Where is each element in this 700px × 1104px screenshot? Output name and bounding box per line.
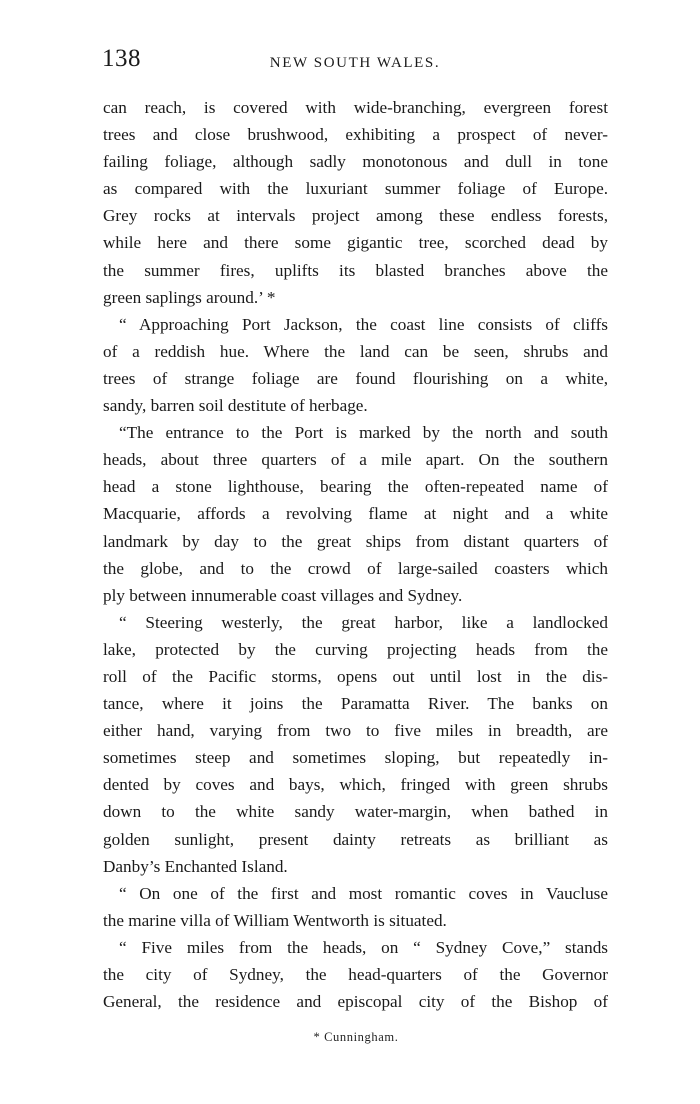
text-line: “ On one of the first and most romantic coves in Vaucluse <box>119 883 608 903</box>
text-line: trees and close brushwood, exhibiting a prospect of never- <box>103 125 608 145</box>
text-line: down to the white sandy water-margin, when bathed in <box>103 802 608 822</box>
text-line: “ Steering westerly, the great harbor, like a landlocked <box>119 612 608 632</box>
text-line: ply between innumerable coast villages and Sydney. <box>103 585 463 605</box>
text-line: “ Approaching Port Jackson, the coast line consists of cliffs <box>119 314 608 334</box>
text-line: dented by coves and bays, which, fringed with green shrubs <box>103 775 608 795</box>
text-line: trees of strange foliage are found flourishing on a white, <box>103 368 608 388</box>
text-line: the city of Sydney, the head-quarters of the Governor <box>103 965 608 984</box>
text-line: sometimes steep and sometimes sloping, but repeatedly in- <box>103 748 608 768</box>
page-number: 138 <box>102 45 141 72</box>
text-line: roll of the Pacific storms, opens out until lost in the dis- <box>103 666 608 686</box>
text-line: failing foliage, although sadly monotonous and dull in tone <box>103 152 608 172</box>
text-line: green saplings around.’ * <box>103 287 276 307</box>
running-head: NEW SOUTH WALES. <box>269 55 441 71</box>
text-line: the globe, and to the crowd of large-sailed coasters which <box>103 558 608 578</box>
text-line: General, the residence and episcopal city of the Bishop of <box>103 992 608 1012</box>
text-line: can reach, is covered with wide-branching, evergreen forest <box>103 98 608 117</box>
text-line: tance, where it joins the Paramatta River. The banks on <box>103 694 608 714</box>
text-line: lake, protected by the curving projecting heads from the <box>103 639 608 659</box>
text-line: golden sunlight, present dainty retreats as brilliant as <box>103 829 608 849</box>
text-line: landmark by day to the great ships from distant quarters of <box>103 531 608 551</box>
text-line: head a stone lighthouse, bearing the often-repeated name of <box>103 477 608 497</box>
footnote: * Cunningham. <box>313 1030 399 1044</box>
text-line: the marine villa of William Wentworth is situated. <box>103 910 447 930</box>
body-text <box>103 94 608 1015</box>
text-line: heads, about three quarters of a mile apart. On the southern <box>103 450 608 470</box>
text-line: Danby’s Enchanted Island. <box>103 856 288 876</box>
text-line: as compared with the luxuriant summer foliage of Europe. <box>103 179 608 199</box>
text-line: either hand, varying from two to five miles in breadth, are <box>103 721 608 741</box>
text-line: the summer fires, uplifts its blasted branches above the <box>103 260 608 280</box>
text-line: “The entrance to the Port is marked by the north and south <box>119 423 608 443</box>
text-line: sandy, barren soil destitute of herbage. <box>103 396 368 416</box>
text-line: of a reddish hue. Where the land can be seen, shrubs and <box>103 341 608 361</box>
text-line: while here and there some gigantic tree, scorched dead by <box>103 233 608 253</box>
text-line: Macquarie, affords a revolving flame at night and a white <box>103 504 608 524</box>
text-line: Grey rocks at intervals project among these endless forests, <box>103 206 608 226</box>
text-line: “ Five miles from the heads, on “ Sydney Cove,” stands <box>119 937 608 957</box>
